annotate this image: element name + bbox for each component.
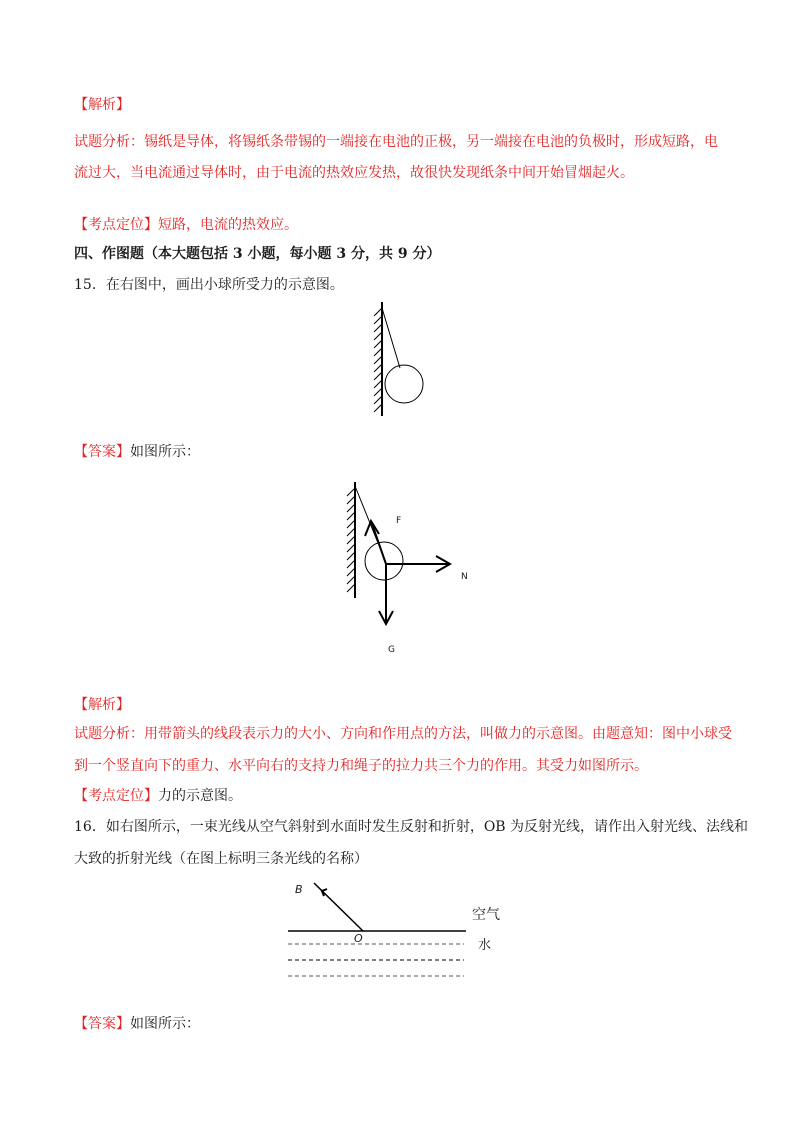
q15-analysis-line-2: 到一个竖直向下的重力、水平向右的支持力和绳子的拉力共三个力的作用。其受力如图所示。	[74, 758, 648, 774]
key-point-label: 【考点定位】	[74, 217, 158, 233]
label-b: B	[295, 883, 303, 896]
label-o: O	[354, 932, 363, 945]
q16-answer-text: 如图所示：	[130, 1016, 200, 1032]
q15-answer	[74, 442, 200, 462]
q15-answer-text: 如图所示：	[130, 444, 200, 460]
label-water: 水	[478, 938, 492, 953]
q15-answer-figure	[340, 478, 480, 663]
force-label-g: G	[388, 645, 395, 655]
key-point-1	[74, 215, 298, 235]
q15-analysis-line-1: 试题分析：用带箭头的线段表示力的大小、方向和作用点的方法，叫做力的示意图。由题意知：图中小球受	[74, 726, 732, 742]
q16-answer-label: 【答案】	[74, 1016, 130, 1032]
analysis-heading-1: 【解析】	[74, 97, 130, 113]
q16-figure	[280, 876, 520, 986]
q15-stem: 15．在右图中，画出小球所受力的示意图。	[74, 277, 344, 293]
q16-stem-line-2: 大致的折射光线（在图上标明三条光线的名称）	[74, 851, 368, 867]
section-title: 四、作图题（本大题包括 3 小题，每小题 3 分，共 9 分）	[74, 246, 441, 262]
q15-key-point	[74, 786, 242, 806]
analysis-1-line-1: 试题分析：锡纸是导体，将锡纸条带锡的一端接在电池的正极，另一端接在电池的负极时，形成短路，电	[74, 134, 718, 150]
q15-key-point-label: 【考点定位】	[74, 788, 158, 804]
q16-answer	[74, 1014, 200, 1034]
label-air: 空气	[472, 907, 500, 923]
force-label-f: F	[396, 516, 402, 526]
key-point-text: 短路，电流的热效应。	[158, 217, 298, 233]
q16-stem-line-1: 16．如右图所示，一束光线从空气斜射到水面时发生反射和折射，OB 为反射光线，请作出入射光线、法线和	[74, 819, 749, 835]
q15-analysis-heading: 【解析】	[74, 697, 130, 713]
q15-answer-label: 【答案】	[74, 444, 130, 460]
q15-key-point-text: 力的示意图。	[158, 788, 242, 804]
analysis-1-line-2: 流过大，当电流通过导体时，由于电流的热效应发热，故很快发现纸条中间开始冒烟起火。	[74, 165, 634, 181]
force-label-n: N	[461, 572, 468, 582]
q15-figure	[360, 300, 440, 420]
